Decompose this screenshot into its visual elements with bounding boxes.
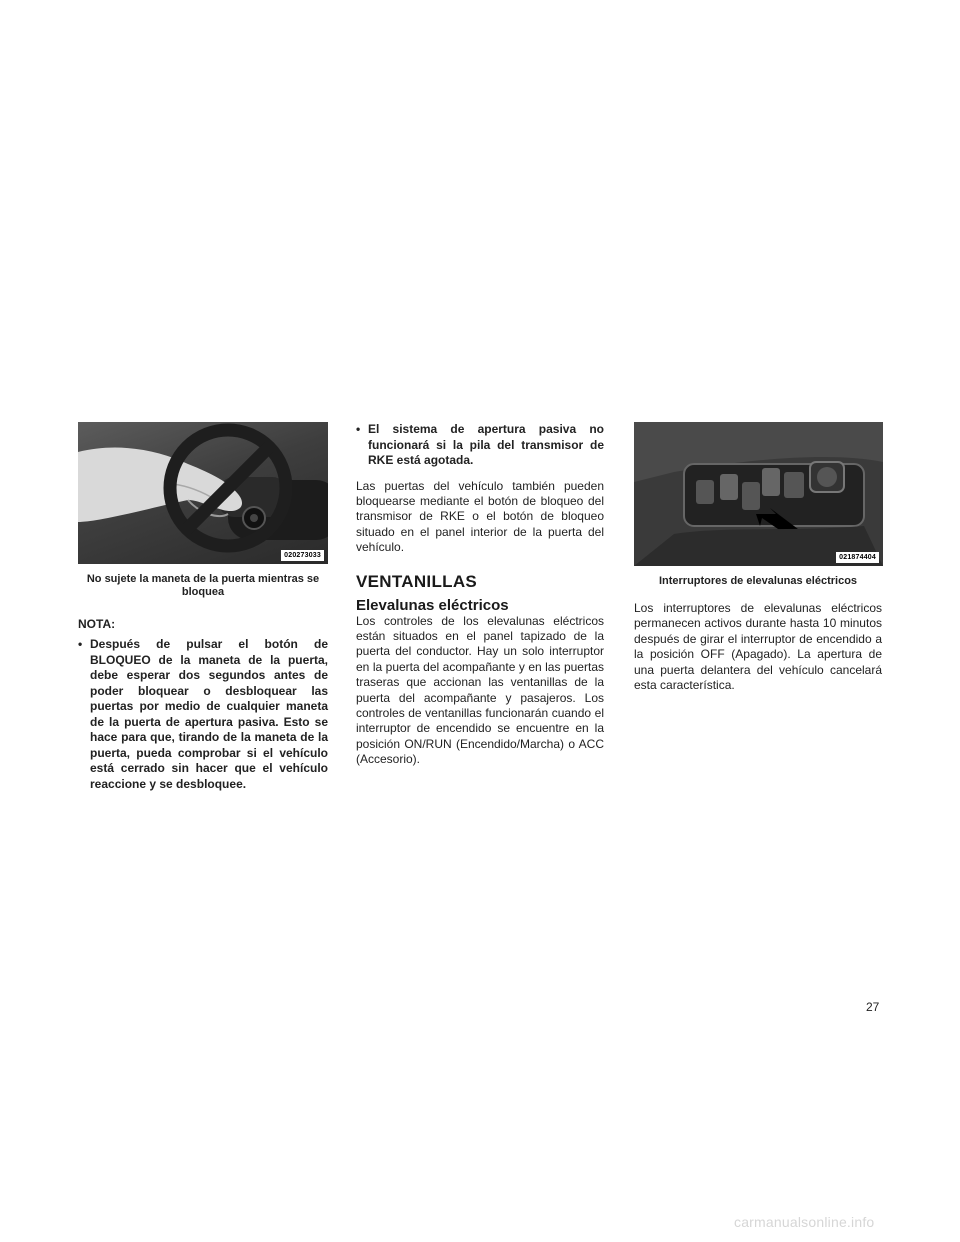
page-number: 27 <box>866 1000 880 1014</box>
watermark: carmanualsonline.info <box>734 1214 875 1230</box>
door-handle-photo <box>78 422 328 564</box>
paragraph-power-windows: Los controles de los elevalunas eléctricos están situados en el panel tapizado de la puerta del conductor. Hay un solo interruptor en la puerta del acompañante y en las puertas traseras que accionan las ventanillas de la puerta del acompañante y pasajeros. Los controles de ventanillas funcionarán cuando el interruptor de encendido se encuentre en la posición ON/RUN (Encendido/Marcha) o ACC (Accesorio). <box>356 613 604 767</box>
bullet-dot: • <box>356 422 361 436</box>
paragraph-doors: Las puertas del vehículo también pueden bloquearse mediante el botón de bloqueo del transmisor de RKE o el botón de bloqueo situado en el panel interior de la puerta del vehículo. <box>356 478 604 555</box>
note-bullet-text: Después de pulsar el botón de BLOQUEO de la maneta de la puerta, debe esperar dos segundos antes de poder bloquear o desbloquear las puertas por medio de cualquier maneta de la puerta de apertura pasiva. Esto se hace para que, tirando de la maneta de la puerta, pueda comprobar si el vehículo está cerrado sin hacer que el vehículo reaccione y se desbloquee. <box>90 637 328 791</box>
window-switch-photo <box>634 422 883 566</box>
column-right <box>634 422 882 693</box>
figure-caption: Interruptores de elevalunas eléctricos <box>658 575 858 587</box>
bullet-dot: • <box>78 637 83 651</box>
section-title: VENTANILLAS <box>356 571 478 591</box>
door-handle-illustration <box>78 422 328 564</box>
figure-code: 020273033 <box>281 550 324 561</box>
note-bullet <box>78 637 328 792</box>
figure-caption: No sujete la maneta de la puerta mientras se bloquea <box>86 573 320 598</box>
column-middle <box>356 422 604 768</box>
figure-code: 021874404 <box>836 552 879 563</box>
window-switch-illustration <box>634 422 883 566</box>
section-subtitle: Elevalunas eléctricos <box>356 596 509 614</box>
note-bullet <box>356 422 604 469</box>
paragraph-switch-active: Los interruptores de elevalunas eléctricos permanecen activos durante hasta 10 minutos después de girar el interruptor de encendido a la posición OFF (Apagado). La apertura de una puerta delantera del vehículo cancelará esta característica. <box>634 601 882 693</box>
column-left <box>78 422 328 792</box>
note-label: NOTA: <box>78 617 116 631</box>
note-bullet-text: El sistema de apertura pasiva no funcionará si la pila del transmisor de RKE está agotada. <box>368 422 604 467</box>
